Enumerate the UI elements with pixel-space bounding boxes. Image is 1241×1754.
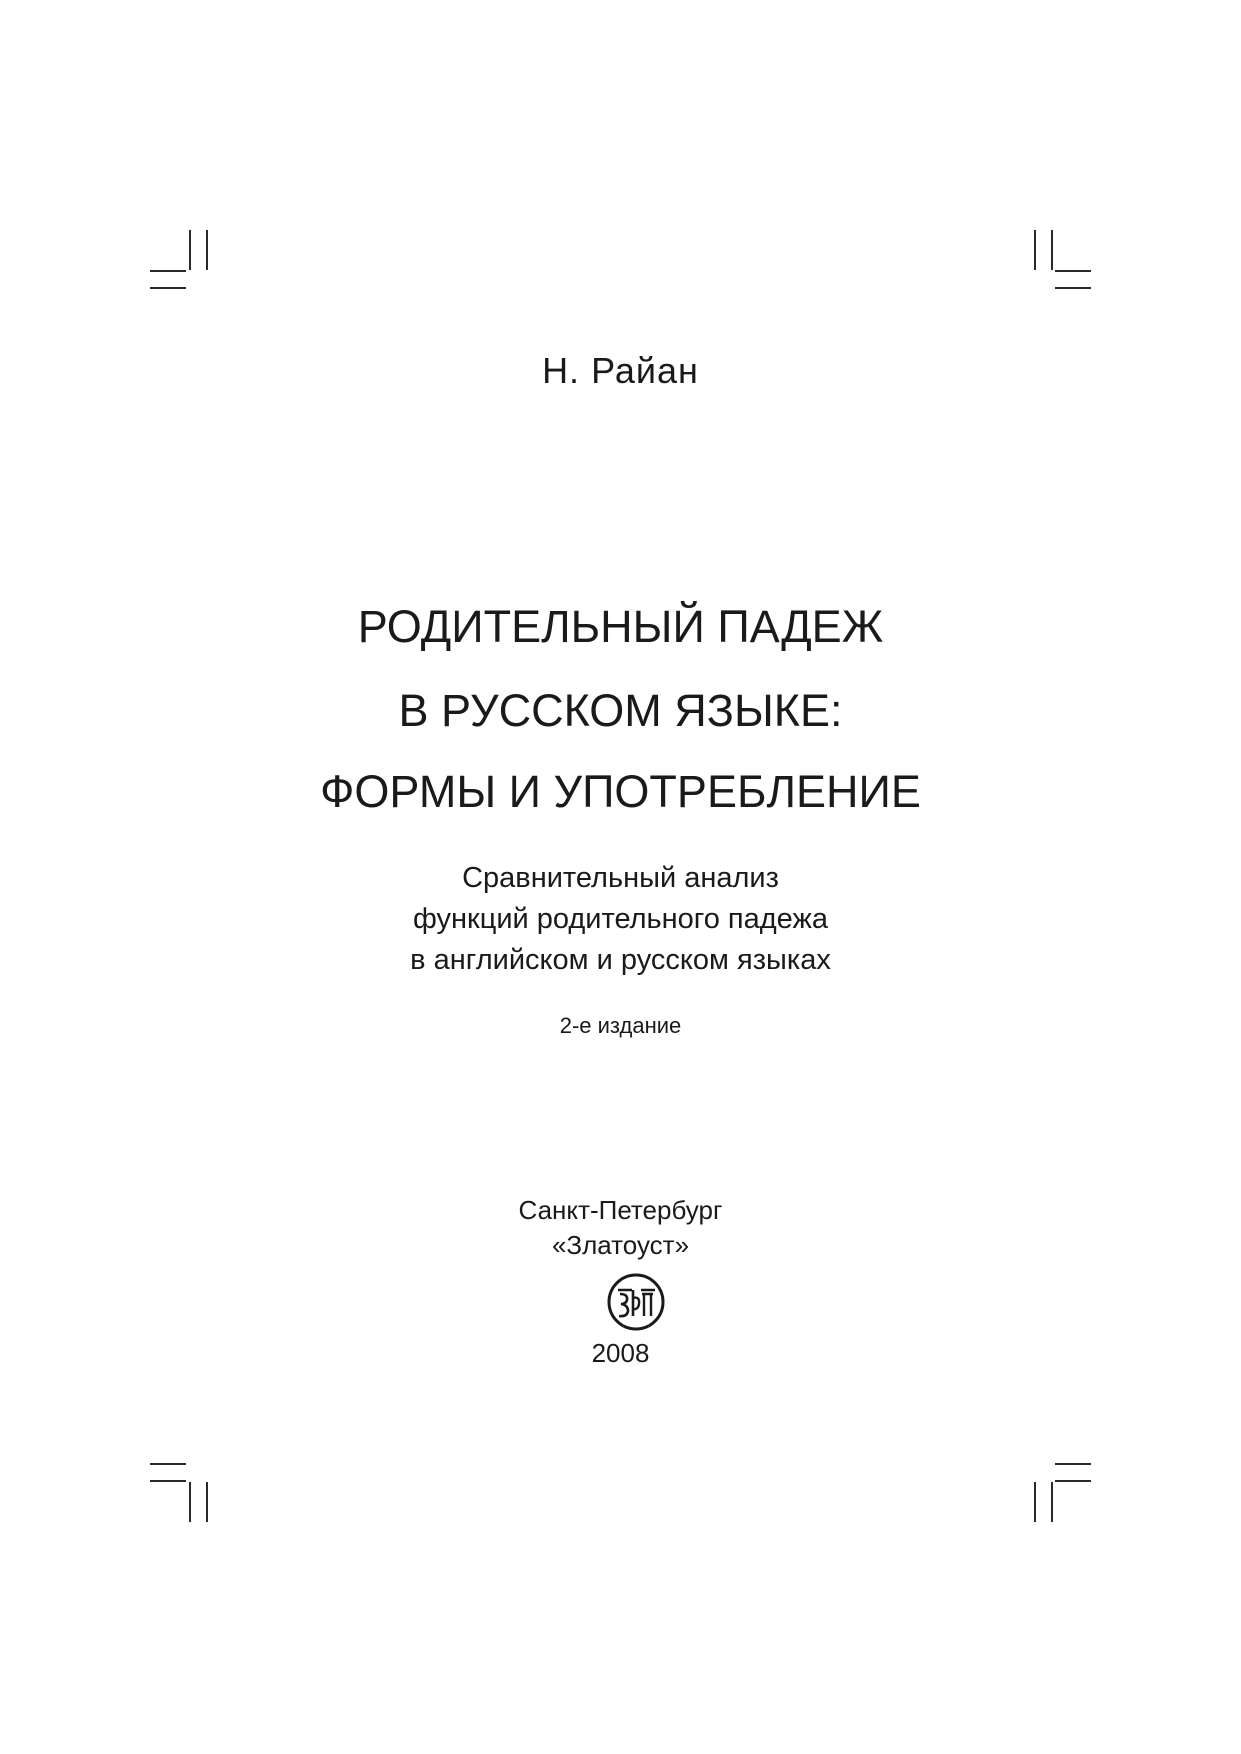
title-line-1: РОДИТЕЛЬНЫЙ ПАДЕЖ	[357, 601, 884, 652]
author-name: Н. Райан	[542, 350, 699, 391]
publisher-name: «Златоуст»	[551, 1230, 690, 1260]
publication-year: 2008	[591, 1338, 650, 1368]
crop-mark-bottom-left-v2	[206, 1482, 208, 1522]
crop-mark-bottom-right-h2	[1055, 1480, 1091, 1482]
crop-mark-top-right-v	[1034, 230, 1036, 270]
subtitle-line-3: в английском и русском языках	[410, 944, 831, 976]
crop-mark-top-left-h2	[150, 287, 186, 289]
subtitle-line-1: Сравнительный анализ	[462, 862, 779, 894]
crop-mark-top-right-h2	[1055, 287, 1091, 289]
crop-mark-bottom-right-v2	[1051, 1482, 1053, 1522]
crop-mark-top-right-h	[1055, 270, 1091, 272]
subtitle-line-2: функций родительного падежа	[412, 903, 829, 935]
publisher-logo-icon	[606, 1272, 666, 1332]
title-line-2: В РУССКОМ ЯЗЫКЕ:	[398, 685, 843, 736]
crop-mark-bottom-right-v	[1034, 1482, 1036, 1522]
crop-mark-bottom-left-h2	[150, 1480, 186, 1482]
crop-mark-bottom-right-h	[1055, 1463, 1091, 1465]
crop-mark-top-right-v2	[1051, 230, 1053, 270]
crop-mark-bottom-left-h	[150, 1463, 186, 1465]
crop-mark-bottom-left-v	[189, 1482, 191, 1522]
crop-mark-top-left-h	[150, 270, 186, 272]
edition-label: 2-е издание	[559, 1013, 682, 1038]
crop-mark-top-left-v2	[206, 230, 208, 270]
title-line-3: ФОРМЫ И УПОТРЕБЛЕНИЕ	[320, 766, 921, 817]
crop-mark-top-left-v	[189, 230, 191, 270]
publisher-city: Санкт-Петербург	[518, 1195, 723, 1225]
